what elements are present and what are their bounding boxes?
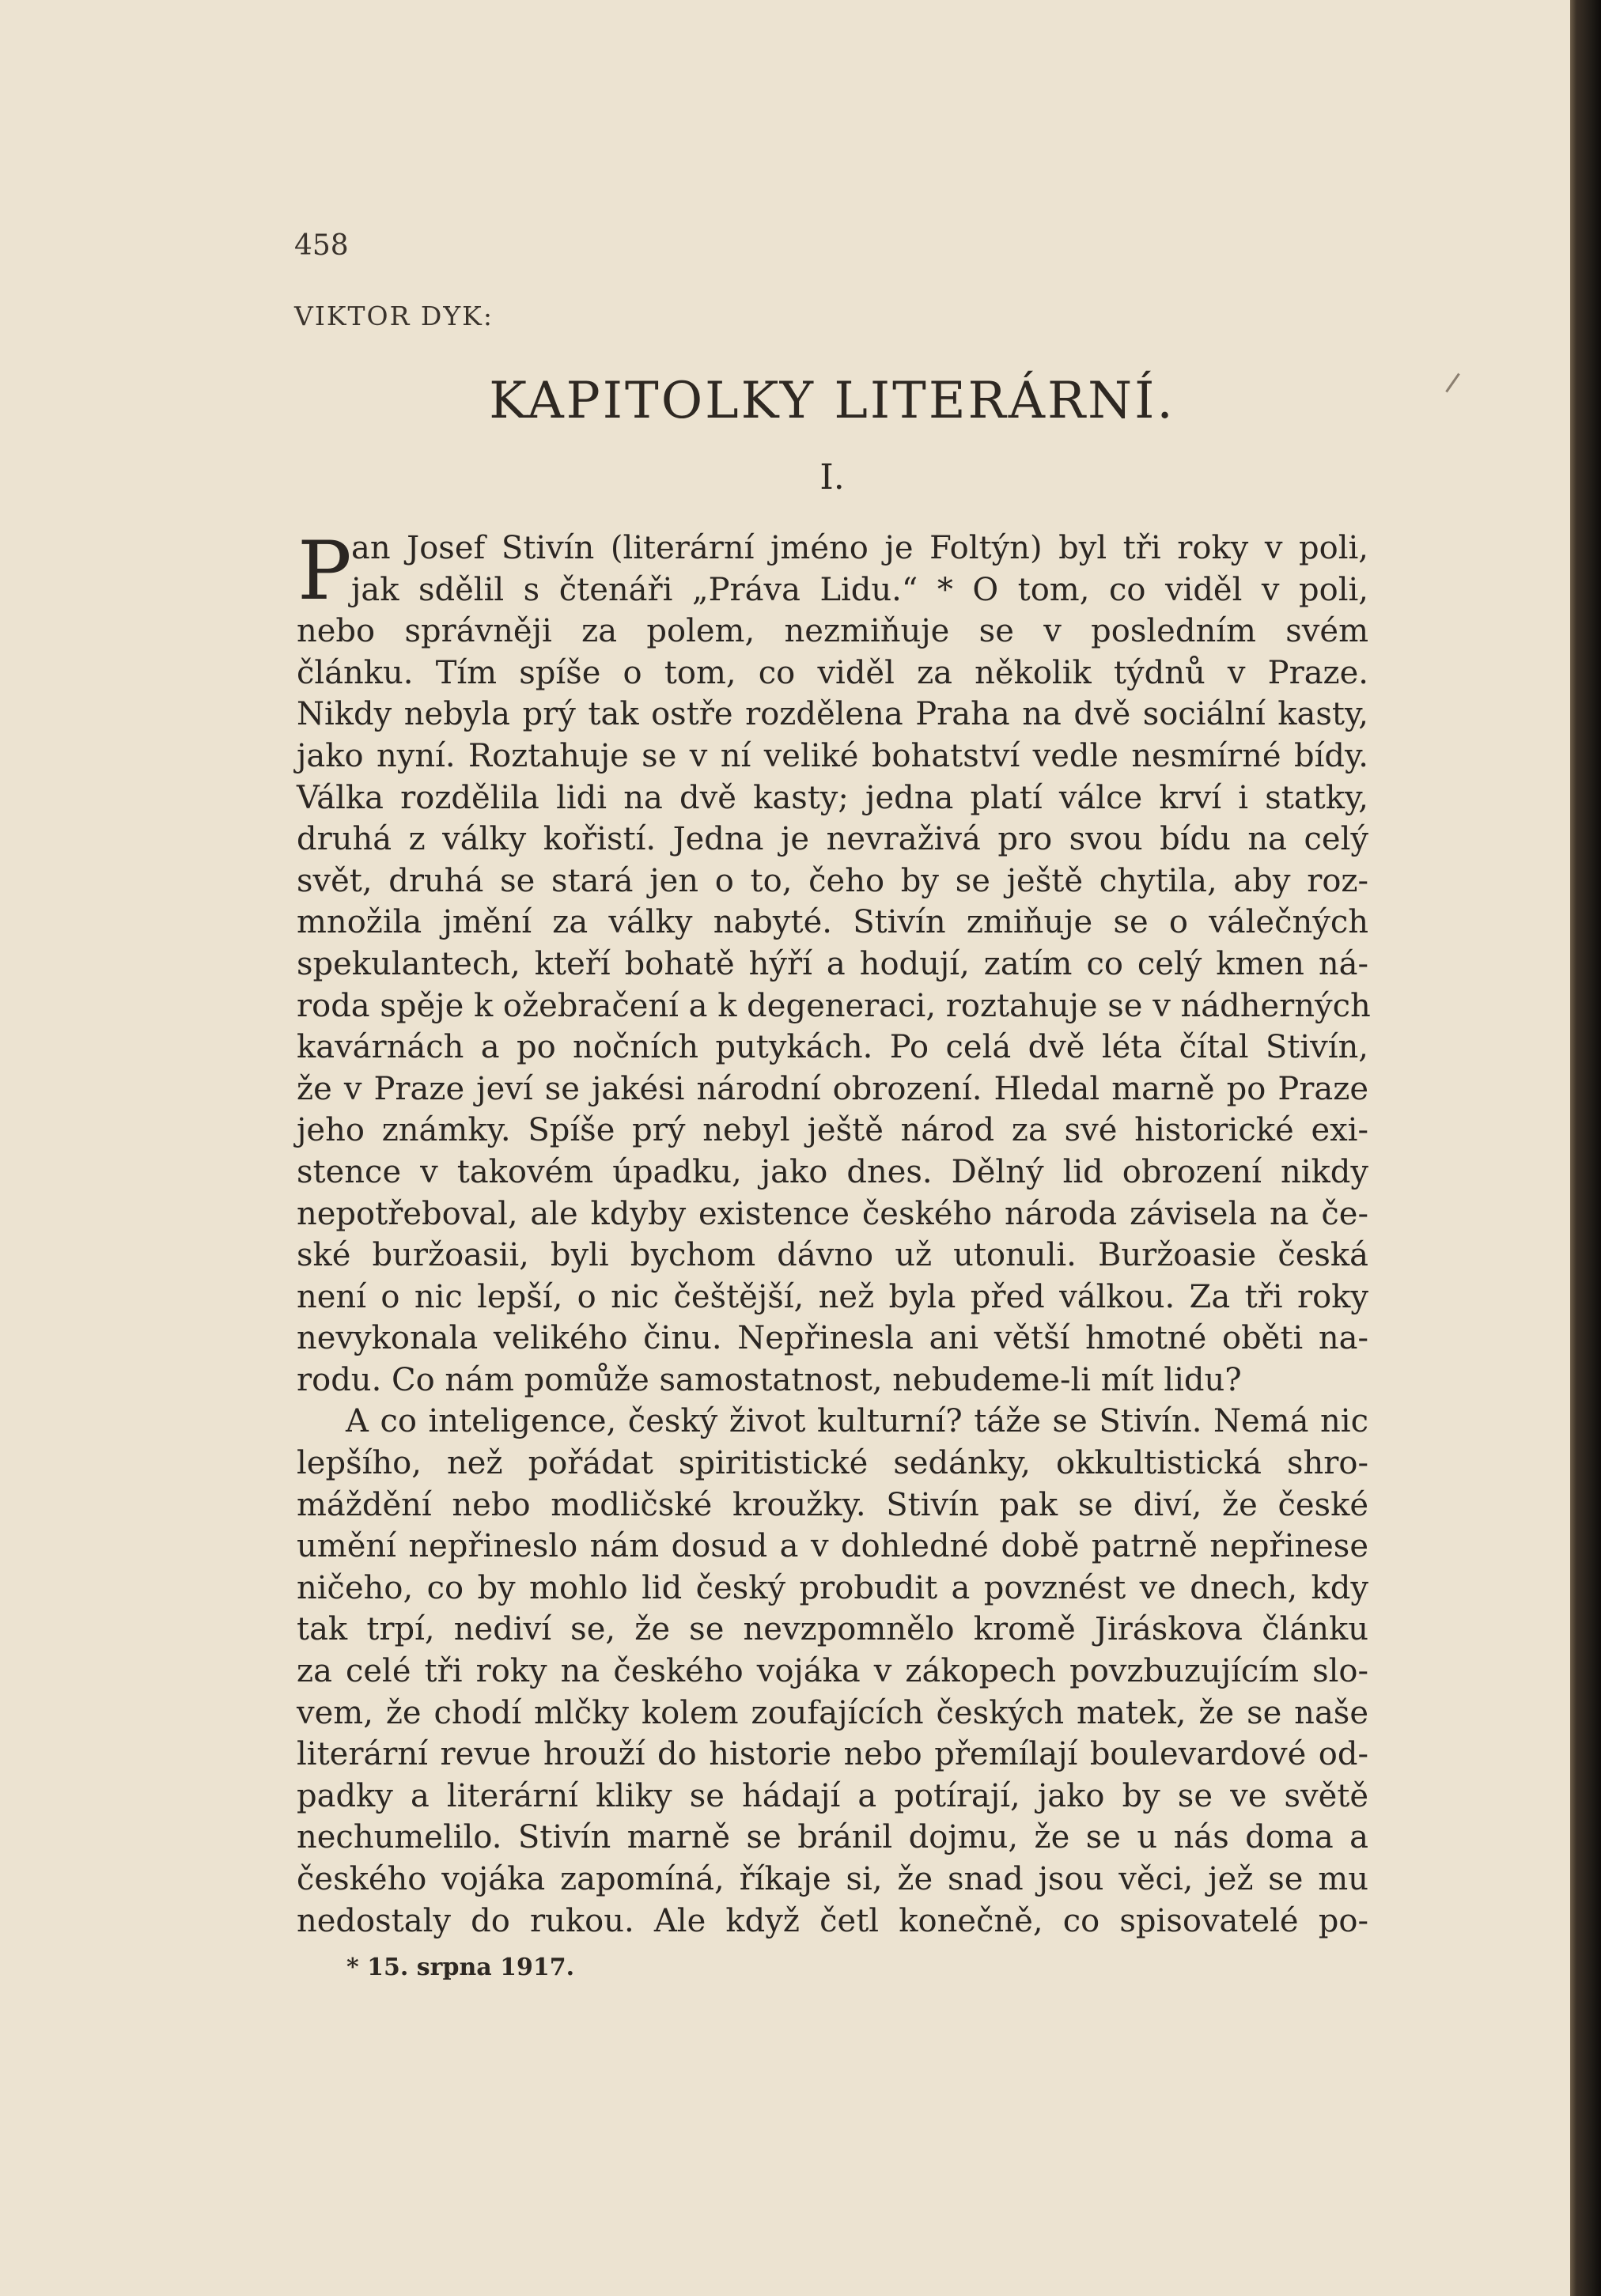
text-line: vem, že chodí mlčky kolem zoufajících českých matek, že se naše <box>297 1694 1368 1731</box>
text-line: českého vojáka zapomíná, říkaje si, že snad jsou věci, jež se mu <box>297 1861 1368 1897</box>
drop-cap: P <box>297 524 352 618</box>
text-line: Válka rozdělila lidi na dvě kasty; jedna platí válce krví i statky, <box>297 779 1368 816</box>
text-line: stence v takovém úpadku, jako dnes. Dělný lid obrození nikdy <box>297 1153 1368 1190</box>
text-line: nebo správněji za polem, nezmiňuje se v posledním svém <box>297 613 1368 650</box>
text-line: množila jmění za války nabyté. Stivín zmiňuje se o válečných <box>297 904 1368 941</box>
book-spine <box>1570 0 1601 2296</box>
text-line: tak trpí, nediví se, že se nevzpomnělo kromě Jiráskova článku <box>297 1611 1368 1648</box>
text-line: za celé tři roky na českého vojáka v zákopech povzbuzujícím slo- <box>297 1653 1368 1690</box>
text-line: nepotřeboval, ale kdyby existence českého národa závisela na če- <box>297 1195 1368 1232</box>
text-line: Nikdy nebyla prý tak ostře rozdělena Praha na dvě sociální kasty, <box>297 696 1368 733</box>
section-number: I. <box>819 457 845 497</box>
text-line: umění nepřineslo nám dosud a v dohledné době patrně nepřinese <box>297 1528 1368 1565</box>
text-line: spekulantech, kteří bohatě hýří a hodují, zatím co celý kmen ná- <box>297 945 1368 982</box>
text-line: jako nyní. Roztahuje se v ní veliké bohatství vedle nesmírné bídy. <box>297 737 1368 774</box>
text-line: že v Praze jeví se jakési národní obrození. Hledal marně po Praze <box>297 1070 1368 1107</box>
text-line: máždění nebo modličské kroužky. Stivín pak se diví, že české <box>297 1486 1368 1523</box>
footnote: * 15. srpna 1917. <box>346 1954 575 1981</box>
text-line: nedostaly do rukou. Ale když četl konečně, co spisovatelé po- <box>297 1902 1368 1939</box>
text-line: svět, druhá se stará jen o to, čeho by se ještě chytila, aby roz- <box>297 862 1368 899</box>
text-line: druhá z války kořistí. Jedna je nevraživá pro svou bídu na celý <box>297 821 1368 858</box>
text-line: A co inteligence, český život kulturní? táže se Stivín. Nemá nic <box>346 1403 1368 1440</box>
text-line: rodu. Co nám pomůže samostatnost, nebudeme-li mít lidu? <box>297 1361 1242 1398</box>
page-number: 458 <box>294 229 349 262</box>
text-line: an Josef Stivín (literární jméno je Foltýn) byl tři roky v poli, <box>351 530 1368 566</box>
text-line: kavárnách a po nočních putykách. Po celá dvě léta čítal Stivín, <box>297 1029 1368 1066</box>
text-line: jeho známky. Spíše prý nebyl ještě národ za své historické exi- <box>297 1112 1368 1149</box>
text-line: lepšího, než pořádat spiritistické sedánky, okkultistická shro- <box>297 1445 1368 1482</box>
text-line: literární revue hrouží do historie nebo přemílají boulevardové od- <box>297 1736 1368 1773</box>
text-line: nevykonala velikého činu. Nepřinesla ani větší hmotné oběti na- <box>297 1320 1368 1357</box>
text-line: jak sdělil s čtenáři „Práva Lidu.“ * O tom, co viděl v poli, <box>351 571 1368 608</box>
text-line: padky a literární kliky se hádají a potírají, jako by se ve světě <box>297 1777 1368 1814</box>
text-line: není o nic lepší, o nic češtější, než byla před válkou. Za tři roky <box>297 1278 1368 1315</box>
author-name: VIKTOR DYK: <box>294 301 494 331</box>
text-line: ničeho, co by mohlo lid český probudit a povznést ve dnech, kdy <box>297 1569 1368 1606</box>
text-line: ské buržoasii, byli bychom dávno už utonuli. Buržoasie česká <box>297 1237 1368 1274</box>
text-line: článku. Tím spíše o tom, co viděl za několik týdnů v Praze. <box>297 654 1368 691</box>
chapter-title: KAPITOLKY LITERÁRNÍ. <box>489 372 1175 430</box>
body-text <box>297 524 1371 1942</box>
text-line: roda spěje k ožebračení a k degeneraci, roztahuje se v nádherných <box>297 987 1371 1024</box>
text-line: nechumelilo. Stivín marně se bránil dojmu, že se u nás doma a <box>297 1819 1368 1856</box>
